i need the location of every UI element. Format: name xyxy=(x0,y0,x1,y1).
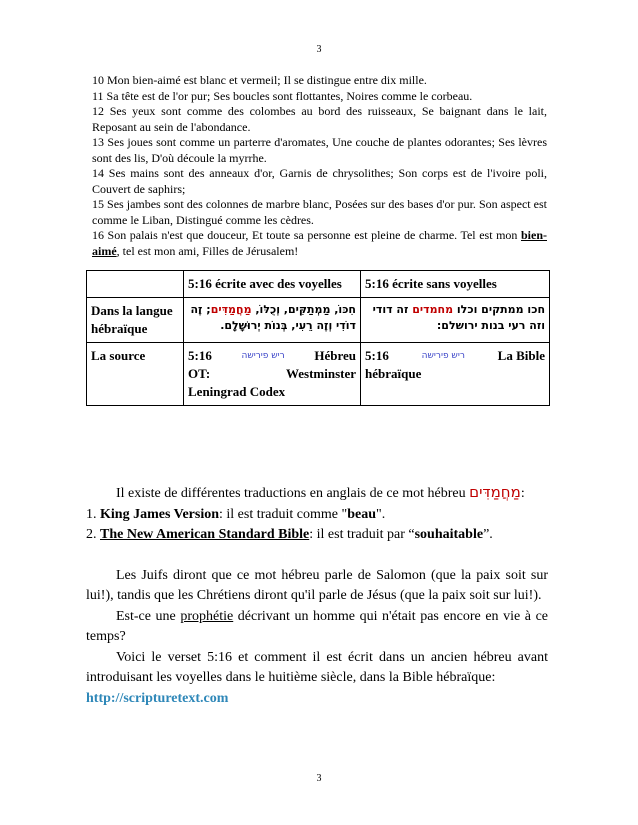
verse-intro-paragraph: Voici le verset 5:16 et comment il est écrit dans un ancien hébreu avant introduisant les voyelles dans le huitième siècle, dans la Bible hébraïque: xyxy=(86,649,548,685)
scripturetext-link[interactable]: http://scripturetext.com xyxy=(86,690,229,706)
hebrew-with-vowels: חִכּוֹ, מַמְתַקִּים, וְכֻלּוֹ, מַחֲמַדִּים; זֶה דוֹדִי וְזֶה רֵעִי, בְּנוֹת יְרוּשָׁלִָם. xyxy=(184,298,361,343)
hebrew-without-vowels: חכו ממתקים וכלו מחמדים זה דודי וזה רעי בנות ירושלם: xyxy=(361,298,550,343)
hebrew-word: מַחֲמַדִּים xyxy=(469,483,521,501)
verse-13: 13 Ses joues sont comme un parterre d'aromates, Une couche de plantes odorantes; Ses lèvres sont des lis, D'où découle la myrrhe. xyxy=(92,135,547,165)
highlight-word-vowels: מַחֲמַדִּים xyxy=(210,303,252,316)
verse-16: 16 Son palais n'est que douceur, Et toute sa personne est pleine de charme. Tel est mon bien-aimé, tel est mon ami, Filles de Jérusalem! xyxy=(92,228,547,258)
verse-14: 14 Ses mains sont des anneaux d'or, Garnis de chrysolithes; Son corps est de l'ivoire poli, Couvert de saphirs; xyxy=(92,166,547,196)
row-label-hebrew: Dans la langue hébraïque xyxy=(87,298,184,343)
table-row-source xyxy=(87,343,550,406)
translations-intro: Il existe de différentes traductions en anglais de ce mot hébreu מַחֲמַדִּים: xyxy=(116,483,525,501)
source-hebrew-bible: 5:16 ריש פירישה La Bible hébraïque xyxy=(361,343,550,406)
verse-15: 15 Ses jambes sont des colonnes de marbre blanc, Posées sur des bases d'or pur. Son aspect est comme le Liban, Distingué comme les cèdres. xyxy=(92,197,547,227)
verse-10: 10 Mon bien-aimé est blanc et vermeil; Il se distingue entre dix mille. xyxy=(92,73,427,87)
row-label-source: La source xyxy=(87,343,184,406)
header-without-vowels: 5:16 écrite sans voyelles xyxy=(361,271,550,298)
prophecy-question: Est-ce une prophétie décrivant un homme qui n'était pas encore en vie à ce temps? xyxy=(86,608,548,644)
source-westminster: 5:16 ריש פירישה Hébreu OT: Westminster Leningrad Codex xyxy=(184,343,361,406)
table-corner-cell xyxy=(87,271,184,298)
header-with-vowels: 5:16 écrite avec des voyelles xyxy=(184,271,361,298)
page-number-bottom: 3 xyxy=(316,773,322,784)
verse-comparison-table xyxy=(86,270,550,406)
verse-12: 12 Ses yeux sont comme des colombes au bord des ruisseaux, Se baignant dans le lait, Reposant au sein de l'abondance. xyxy=(92,104,547,134)
table-header-row xyxy=(87,271,550,298)
nasb-translation: 2. The New American Standard Bible: il est traduit par “souhaitable”. xyxy=(86,527,493,542)
table-row-hebrew xyxy=(87,298,550,343)
verse-11: 11 Sa tête est de l'or pur; Ses boucles sont flottantes, Noires comme le corbeau. xyxy=(92,88,473,103)
kjv-translation: 1. King James Version: il est traduit comme "beau". xyxy=(86,506,386,522)
prophecy-link[interactable]: prophétie xyxy=(180,608,234,624)
highlight-word-plain: מחמדים xyxy=(412,303,454,316)
verse-block xyxy=(92,73,547,259)
bien-aime-emphasis: bien-aimé xyxy=(92,228,547,258)
page-number-top: 3 xyxy=(316,44,322,55)
article-body xyxy=(86,482,548,709)
jews-christians-paragraph: Les Juifs diront que ce mot hébreu parle de Salomon (que la paix soit sur lui!), tandis que les Chrétiens diront qu'il parle de Jésus (que la paix soit sur lui!). xyxy=(86,567,548,603)
